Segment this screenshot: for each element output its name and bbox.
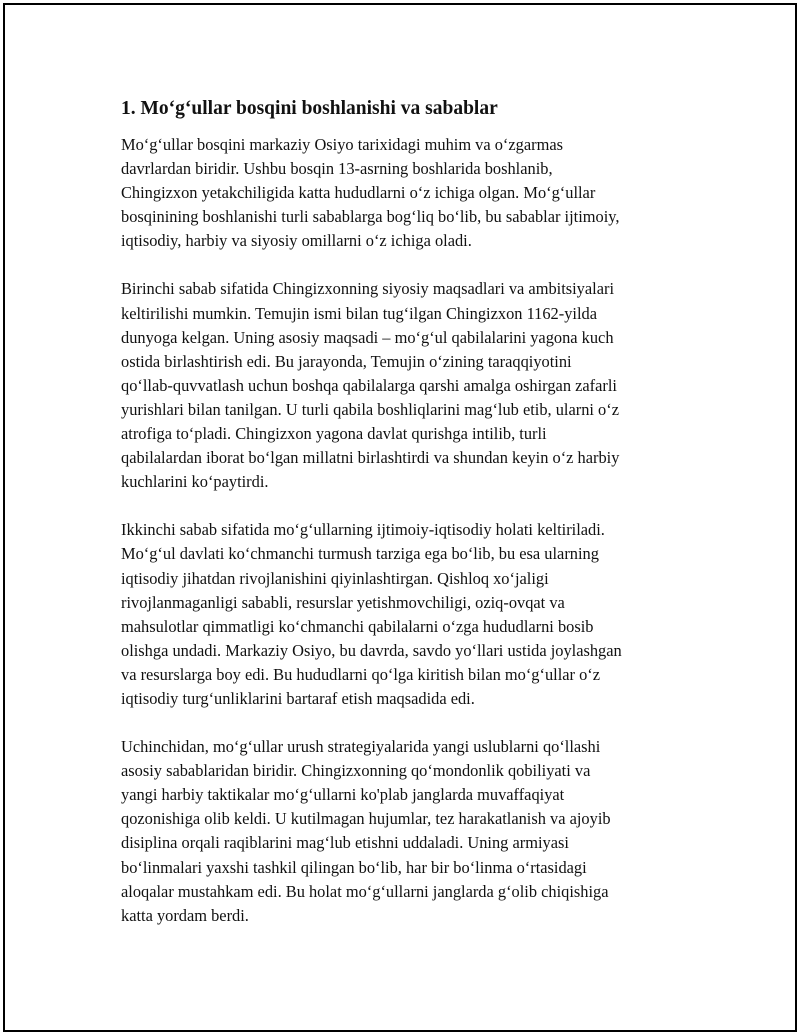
paragraph-third-reason bbox=[121, 735, 701, 928]
text-line: qozonishiga olib keldi. U kutilmagan hujumlar, tez harakatlanish va ajoyib bbox=[121, 809, 611, 829]
text-line: Chingizxon yetakchiligida katta hududlarni o‘z ichiga olgan. Mo‘g‘ullar bbox=[121, 183, 596, 203]
section-heading: 1. Mo‘g‘ullar bosqini boshlanishi va sabablar bbox=[121, 98, 498, 119]
text-line: Mo‘g‘ullar bosqini markaziy Osiyo tarixidagi muhim va o‘zgarmas bbox=[121, 135, 563, 154]
text-line: Ikkinchi sabab sifatida mo‘g‘ullarning ijtimoiy-iqtisodiy holati keltiriladi. bbox=[121, 520, 605, 540]
text-line: bo‘linmalari yaxshi tashkil qilingan bo‘lib, har bir bo‘linma o‘rtasidagi bbox=[121, 857, 587, 877]
text-line: ostida birlashtirish edi. Bu jarayonda, Temujin o‘zining taraqqiyotini bbox=[121, 351, 572, 371]
paragraph-first-reason bbox=[121, 277, 701, 494]
text-line: iqtisodiy turg‘unliklarini bartaraf etish maqsadida edi. bbox=[121, 688, 475, 708]
text-line: katta yordam berdi. bbox=[121, 905, 249, 925]
text-line: yurishlari bilan tanilgan. U turli qabila boshliqlarini mag‘lub etib, ularni o‘z bbox=[121, 399, 619, 419]
text-line: keltirilishi mumkin. Temujin ismi bilan tug‘ilgan Chingizxon 1162-yilda bbox=[121, 303, 597, 323]
text-line: disiplina orqali raqiblarini mag‘lub etishni uddaladi. Uning armiyasi bbox=[121, 833, 569, 853]
text-line: asosiy sabablaridan biridir. Chingizxonning qo‘mondonlik qobiliyati va bbox=[121, 761, 591, 781]
text-line: mahsulotlar qimmatligi ko‘chmanchi qabilalarni o‘zga hududlarni bosib bbox=[121, 616, 594, 636]
text-line: rivojlanmaganligi sababli, resurslar yetishmovchiligi, oziq-ovqat va bbox=[121, 592, 565, 612]
text-line: iqtisodiy, harbiy va siyosiy omillarni o‘z ichiga oladi. bbox=[121, 231, 472, 251]
text-line: dunyoga kelgan. Uning asosiy maqsadi – mo‘g‘ul qabilalarini yagona kuch bbox=[121, 327, 614, 347]
paragraph-intro bbox=[121, 133, 701, 253]
text-line: Birinchi sabab sifatida Chingizxonning siyosiy maqsadlari va ambitsiyalari bbox=[121, 279, 614, 299]
text-line: atrofiga to‘pladi. Chingizxon yagona davlat qurishga intilib, turli bbox=[121, 424, 547, 444]
text-line: iqtisodiy jihatdan rivojlanishini qiyinlashtirgan. Qishloq xo‘jaligi bbox=[121, 568, 549, 588]
text-line: qo‘llab-quvvatlash uchun boshqa qabilalarga qarshi amalga oshirgan zafarli bbox=[121, 375, 617, 395]
text-line: qabilalardan iborat bo‘lgan millatni birlashtirdi va shundan keyin o‘z harbiy bbox=[121, 448, 620, 468]
text-line: Mo‘g‘ul davlati ko‘chmanchi turmush tarziga ega bo‘lib, bu esa ularning bbox=[121, 544, 599, 564]
text-line: bosqinining boshlanishi turli sabablarga bog‘liq bo‘lib, bu sabablar ijtimoiy, bbox=[121, 207, 620, 227]
text-line: olishga undadi. Markaziy Osiyo, bu davrda, savdo yo‘llari ustida joylashgan bbox=[121, 640, 622, 660]
text-line: aloqalar mustahkam edi. Bu holat mo‘g‘ullarni janglarda g‘olib chiqishiga bbox=[121, 881, 609, 901]
text-line: yangi harbiy taktikalar mo‘g‘ullarni ko'plab janglarda muvaffaqiyat bbox=[121, 785, 565, 805]
paragraph-second-reason bbox=[121, 518, 701, 711]
text-line: kuchlarini ko‘paytirdi. bbox=[121, 472, 269, 492]
text-line: davrlardan biridir. Ushbu bosqin 13-asrning boshlarida boshlanib, bbox=[121, 159, 553, 179]
document-body bbox=[121, 97, 701, 952]
text-line: Uchinchidan, mo‘g‘ullar urush strategiyalarida yangi uslublarni qo‘llashi bbox=[121, 737, 601, 757]
text-line: va resurslarga boy edi. Bu hududlarni qo‘lga kiritish bilan mo‘g‘ullar o‘z bbox=[121, 664, 601, 684]
page-border bbox=[3, 3, 797, 1032]
